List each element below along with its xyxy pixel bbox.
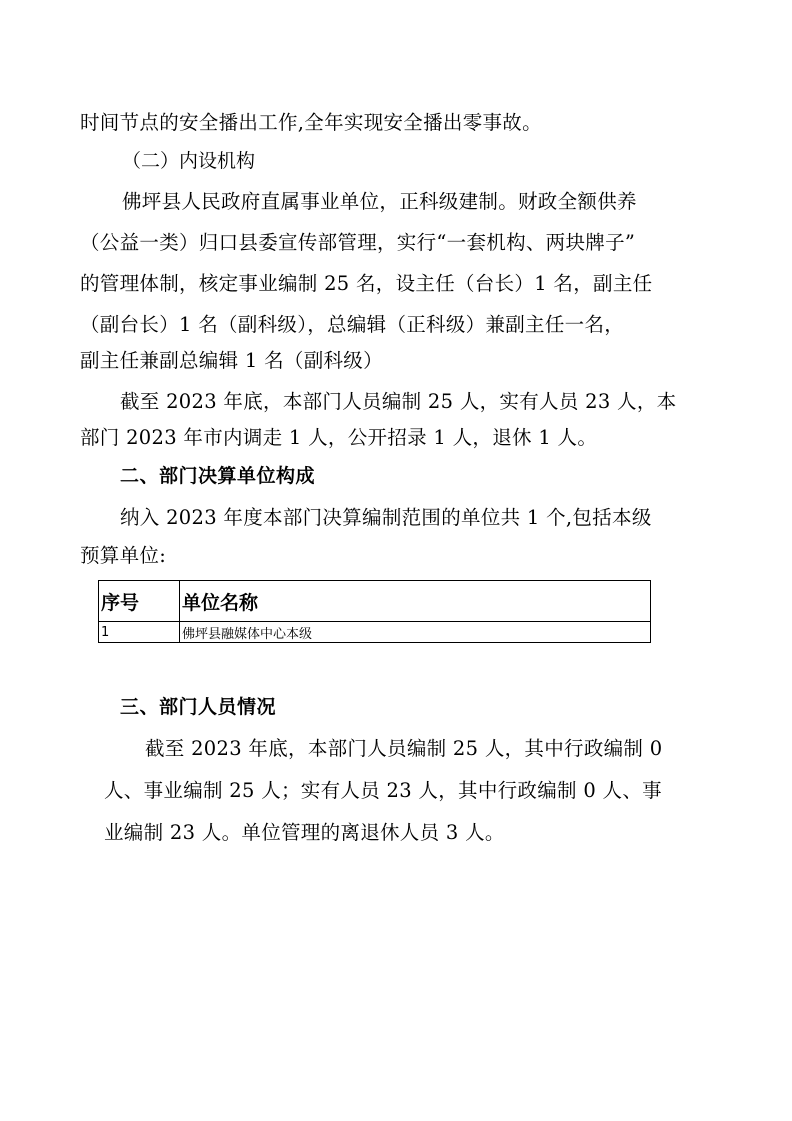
paragraph-line: 截至 2023 年底，本部门人员编制 25 人，实有人员 23 人，本 <box>120 390 677 413</box>
internal-structure-heading: （二）内设机构 <box>122 150 256 172</box>
paragraph-line: （公益一类）归口县委宣传部管理，实行“一套机构、两块牌子” <box>80 231 636 254</box>
paragraph-line: 业编制 23 人。单位管理的离退休人员 3 人。 <box>104 821 505 844</box>
paragraph-line: 时间节点的安全播出工作,全年实现安全播出零事故。 <box>80 111 542 134</box>
paragraph-line: 部门 2023 年市内调走 1 人，公开招录 1 人，退休 1 人。 <box>80 426 598 449</box>
table-cell-index: 1 <box>99 622 180 643</box>
paragraph-line: （副台长）1 名（副科级），总编辑（正科级）兼副主任一名， <box>80 313 625 336</box>
paragraph-line: 预算单位: <box>80 544 167 567</box>
paragraph-line: 的管理体制，核定事业编制 25 名，设主任（台长）1 名，副主任 <box>80 272 653 295</box>
paragraph-line: 佛坪县人民政府直属事业单位，正科级建制。财政全额供养 <box>122 190 637 213</box>
table-header-row <box>99 581 651 622</box>
paragraph-line: 纳入 2023 年度本部门决算编制范围的单位共 1 个,包括本级 <box>120 506 652 529</box>
table-header-unit-name: 单位名称 <box>180 581 651 622</box>
table-row <box>99 622 651 643</box>
paragraph-line: 副主任兼副总编辑 1 名（副科级） <box>80 349 383 372</box>
paragraph-line: 人、事业编制 25 人；实有人员 23 人，其中行政编制 0 人、事 <box>104 779 662 802</box>
section-2-heading: 二、部门决算单位构成 <box>120 465 316 487</box>
paragraph-line: 截至 2023 年底，本部门人员编制 25 人，其中行政编制 0 <box>145 737 663 760</box>
section-3-heading: 三、部门人员情况 <box>120 696 277 718</box>
table-header-index: 序号 <box>99 581 180 622</box>
table-cell-unit-name: 佛坪县融媒体中心本级 <box>180 622 651 643</box>
unit-table <box>98 580 651 643</box>
